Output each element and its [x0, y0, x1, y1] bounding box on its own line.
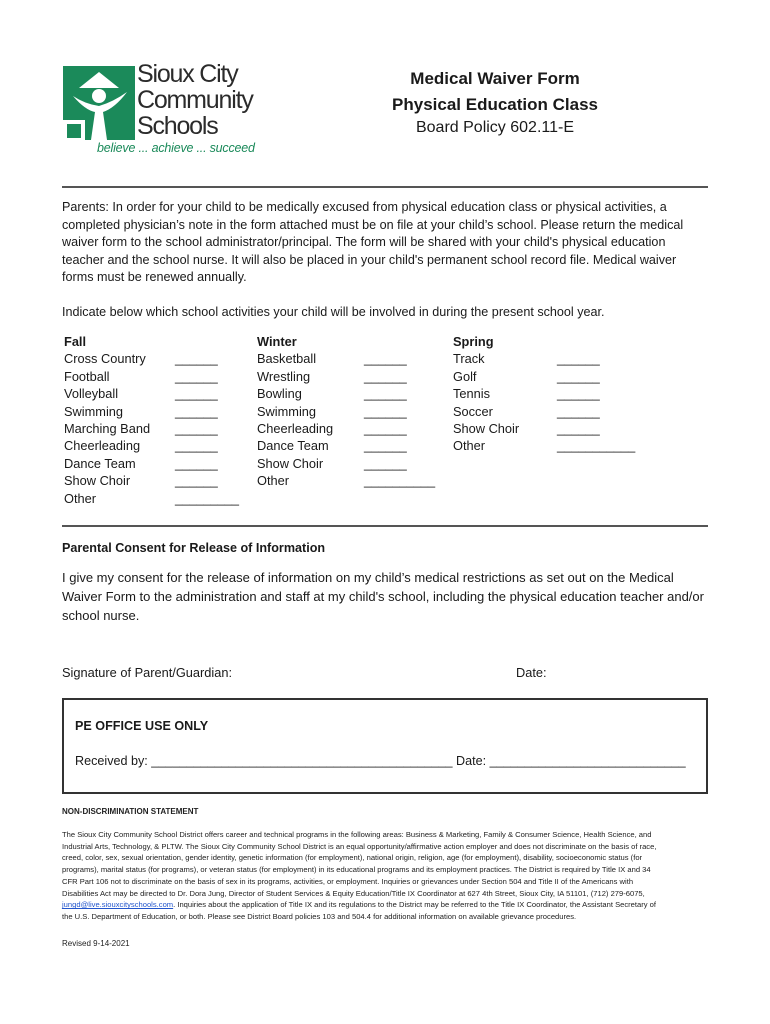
received-by-line[interactable]: Received by: ___________________________________________ Date: ____________________________	[75, 754, 686, 768]
coordinator-email-link[interactable]: jungd@live.siouxcityschools.com	[62, 900, 174, 910]
activity-blank[interactable]: ______	[557, 351, 600, 367]
activity-label: Marching Band	[64, 421, 151, 437]
activity-label: Cross Country	[64, 351, 146, 367]
consent-paragraph	[62, 568, 712, 625]
activity-blank[interactable]: ______	[175, 386, 218, 402]
pe-office-box	[62, 698, 708, 794]
activity-label: Wrestling	[257, 368, 311, 384]
intro-line: teacher and the school nurse. It will also be placed in your child's permanent school record file. Medical waiver	[62, 252, 677, 267]
nd-line: The Sioux City Community School District offers career and technical programs in the following areas: Business & Marketing, Family & Consumer Science, Health Science, and	[62, 830, 652, 839]
intro-line: forms must be renewed annually.	[62, 270, 247, 284]
activity-blank[interactable]: ______	[557, 386, 600, 402]
spring-heading: Spring	[453, 334, 494, 349]
consent-heading: Parental Consent for Release of Information	[62, 541, 326, 555]
activity-label: Soccer	[453, 403, 493, 419]
activity-blank[interactable]: ______	[175, 473, 218, 489]
header-divider	[62, 186, 708, 188]
nd-line: the U.S. Department of Education, or both. Please see District Board policies 103 and 504.4 for additional information on available grievance procedures.	[62, 911, 577, 921]
spring-blanks	[557, 350, 635, 454]
activity-label: Other	[453, 438, 486, 454]
activity-blank[interactable]: ______	[557, 421, 600, 437]
activity-blank[interactable]: ______	[175, 438, 218, 454]
activities-divider	[62, 525, 708, 527]
nondiscrimination-text	[62, 829, 712, 923]
winter-heading: Winter	[257, 334, 297, 349]
activity-label: Show Choir	[64, 473, 131, 489]
activity-label: Cheerleading	[64, 438, 141, 454]
consent-line: I give my consent for the release of information on my child’s medical restrictions as set out on the Medical	[62, 570, 674, 585]
revised-date: Revised 9-14-2021	[62, 939, 130, 948]
nd-line: programs), marital status (for programs), or veteran status (for employment) in its educational programs and its employment practices. The District is required by Title IX and 34	[62, 865, 651, 875]
activity-label: Swimming	[64, 403, 124, 419]
activity-label: Golf	[453, 368, 477, 384]
activity-label: Cheerleading	[257, 421, 334, 437]
activity-label: Football	[64, 368, 110, 384]
signature-label[interactable]: Signature of Parent/Guardian:	[62, 665, 233, 680]
activity-label: Tennis	[453, 386, 490, 402]
logo-line-1: Sioux City	[137, 60, 238, 88]
logo-line-2: Community	[137, 86, 253, 114]
activity-blank[interactable]: ___________	[557, 438, 636, 454]
intro-line: waiver form to the school administrator/principal. The form will be shared with your child's physical education	[62, 235, 666, 249]
activity-blank[interactable]: ______	[364, 403, 407, 419]
consent-line: school nurse.	[62, 608, 140, 623]
activity-blank[interactable]: ______	[175, 368, 218, 384]
activity-blank[interactable]: ______	[364, 368, 407, 384]
nd-line: Industrial Arts, Technology, & PLTW. The Sioux City Community School District is an equal opportunity/affirmative action employer and does not discriminate on the basis of race,	[62, 841, 657, 851]
nd-line-rest: . Inquiries about the application of Title IX and its regulations to the District may be referred to the Title IX Coordinator, the Assistant Secretary of	[173, 900, 657, 910]
activity-label: Volleyball	[64, 386, 119, 402]
district-logo-mark	[63, 66, 135, 140]
nondiscrimination-heading: NON-DISCRIMINATION STATEMENT	[62, 807, 199, 816]
date-label[interactable]: Date:	[516, 665, 547, 680]
office-heading: PE OFFICE USE ONLY	[75, 719, 209, 733]
activity-blank[interactable]: ______	[557, 368, 600, 384]
activity-blank[interactable]: ______	[175, 455, 218, 471]
activity-blank[interactable]: ______	[557, 403, 600, 419]
activity-blank[interactable]: ______	[364, 438, 407, 454]
activity-blank[interactable]: ______	[175, 403, 218, 419]
form-subtitle: Physical Education Class	[392, 95, 598, 114]
nd-line: CFR Part 106 not to discriminate on the basis of sex in its programs, activities, or employment. Inquiries or grievances under Section 504 and Title II of the Americans with	[62, 876, 634, 886]
winter-blanks	[364, 350, 435, 489]
activity-label: Other	[257, 473, 290, 489]
activity-blank[interactable]: _________	[175, 490, 240, 506]
activity-blank[interactable]: __________	[364, 473, 436, 489]
activity-label: Other	[64, 490, 97, 506]
winter-column	[257, 333, 333, 490]
activity-blank[interactable]: ______	[175, 351, 218, 367]
consent-line: Waiver Form to the administration and staff at my child's school, including the physical education teacher and/or	[62, 589, 704, 604]
activity-label: Track	[453, 351, 485, 367]
activity-label: Basketball	[257, 351, 317, 367]
activity-label: Dance Team	[257, 438, 329, 454]
form-title: Medical Waiver Form	[410, 69, 580, 88]
intro-line: completed physician’s note in the form attached must be on file at your child’s school. Please return the medical	[62, 217, 684, 232]
district-logo-text	[137, 62, 253, 140]
spring-column	[453, 333, 519, 455]
activity-label: Bowling	[257, 386, 302, 402]
activity-blank[interactable]: ______	[364, 455, 407, 471]
logo-line-3: Schools	[137, 112, 218, 140]
nd-line: creed, color, sex, sexual orientation, gender identity, genetic information (for employment), national origin, religion, age (for employment), disability, socioeconomic status (for	[62, 853, 643, 863]
intro-line: Parents: In order for your child to be medically excused from physical education class or physical activities, a	[62, 200, 667, 214]
fall-column	[64, 333, 150, 507]
activity-blank[interactable]: ______	[175, 421, 218, 437]
fall-blanks	[175, 350, 239, 507]
activity-label: Show Choir	[257, 455, 324, 471]
activity-blank[interactable]: ______	[364, 351, 407, 367]
intro-paragraph	[62, 199, 712, 287]
activity-label: Show Choir	[453, 421, 520, 437]
fall-heading: Fall	[64, 334, 87, 349]
logo-tagline: believe ... achieve ... succeed	[97, 141, 255, 155]
activity-blank[interactable]: ______	[364, 386, 407, 402]
activity-blank[interactable]: ______	[364, 421, 407, 437]
board-policy: Board Policy 602.11-E	[415, 119, 574, 136]
nd-line	[62, 899, 712, 911]
activity-label: Dance Team	[64, 455, 136, 471]
activity-label: Swimming	[257, 403, 317, 419]
nd-line: Disabilities Act may be directed to Dr. Dora Jung, Director of Student Services & Equity Education/Title IX Coordinator at 627 4th Street, Sioux City, IA 51101, (712) 279-6075,	[62, 888, 645, 898]
indicate-instruction: Indicate below which school activities your child will be involved in during the present school year.	[62, 305, 605, 319]
